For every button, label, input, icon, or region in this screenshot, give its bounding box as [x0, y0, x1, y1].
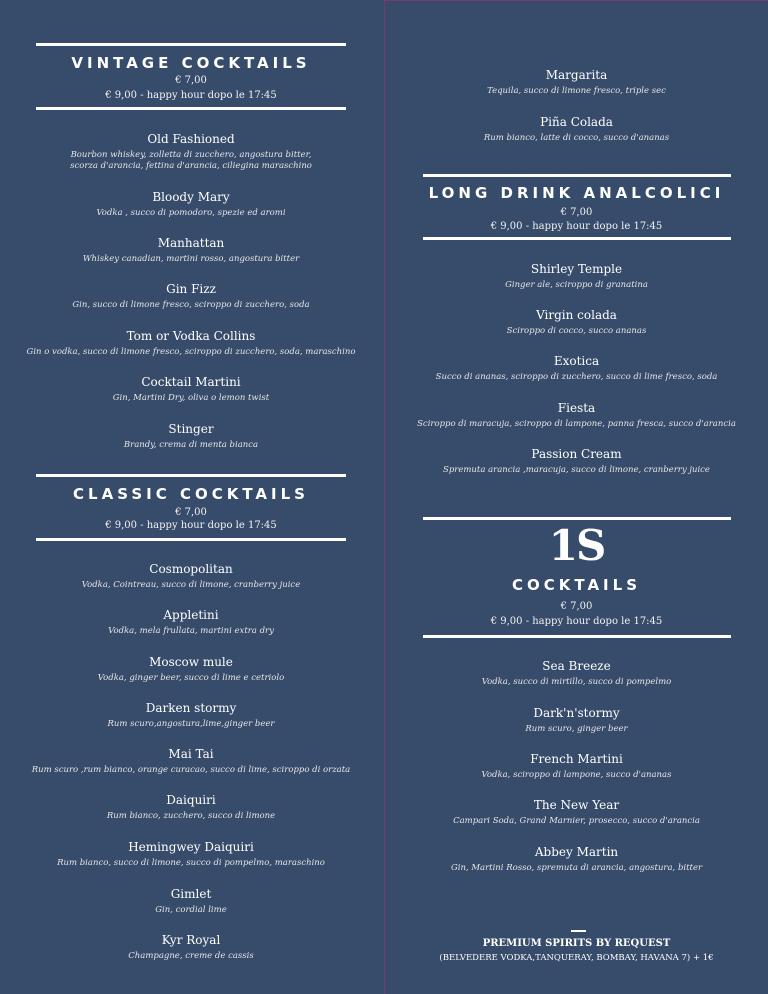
menu-item: [0, 421, 382, 451]
item-name: French Martini: [530, 752, 623, 766]
menu-item: [0, 131, 382, 172]
item-name: Bloody Mary: [152, 190, 230, 204]
classic-cocktails-heading: CLASSIC COCKTAILS: [73, 485, 309, 503]
house-price: € 7,00: [560, 601, 593, 612]
item-description: Vodka, succo di mirtillo, succo di pompelmo: [481, 677, 672, 687]
menu-item: [385, 797, 768, 827]
item-description: Spremuta arancia ,maracuja, succo di limone, cranberry juice: [443, 465, 710, 475]
item-description: Vodka, ginger beer, succo di lime e cetriolo: [97, 673, 285, 683]
menu-item: [385, 261, 768, 291]
item-name: Manhattan: [157, 236, 225, 250]
item-name: The New Year: [533, 798, 620, 812]
item-description: Gin, Martini Rosso, spremuta di arancia, angostura, bitter: [450, 863, 703, 873]
menu-item: [385, 400, 768, 430]
item-description: Rum bianco, zucchero, succo di limone: [106, 811, 276, 821]
item-description: Campari Soda, Grand Marnier, prosecco, succo d'arancia: [453, 816, 700, 826]
menu-item: [0, 932, 382, 962]
menu-item: [385, 67, 768, 97]
item-description: Vodka, Cointreau, succo di limone, cranberry juice: [81, 580, 301, 590]
menu-item: [385, 751, 768, 781]
menu-item: [385, 446, 768, 476]
item-name: Abbey Martin: [534, 845, 619, 859]
long-drink-heading: LONG DRINK ANALCOLICI: [428, 184, 725, 202]
item-description: Sciroppo di cocco, succo ananas: [506, 326, 647, 336]
item-description: Champagne, creme de cassis: [128, 951, 254, 961]
divider: [571, 930, 586, 932]
item-name: Gin Fizz: [166, 282, 216, 296]
item-name: Gimlet: [170, 887, 212, 901]
item-name: Moscow mule: [149, 655, 233, 669]
item-name: Mai Tai: [168, 747, 214, 761]
house-happy-hour-price: € 9,00 - happy hour dopo le 17:45: [490, 616, 663, 627]
item-name: Fiesta: [557, 401, 596, 415]
menu-item: [385, 114, 768, 144]
item-description: Rum scuro,angostura,lime,ginger beer: [107, 719, 275, 729]
item-description: Gin o vodka, succo di limone fresco, sciroppo di zucchero, soda, maraschino: [26, 347, 356, 357]
item-description: Rum bianco, succo di limone, succo di pompelmo, maraschino: [57, 858, 325, 868]
menu-item: [0, 281, 382, 311]
premium-spirits-title: PREMIUM SPIRITS BY REQUEST: [482, 938, 671, 949]
menu-item: [385, 658, 768, 688]
brand-logo: 1S: [548, 521, 605, 570]
item-description: Gin, succo di limone fresco, sciroppo di zucchero, soda: [72, 300, 310, 310]
item-name: Shirley Temple: [530, 262, 623, 276]
item-description: Gin, cordial lime: [155, 905, 227, 915]
item-name: Daiquiri: [166, 793, 216, 807]
menu-item: [385, 353, 768, 383]
item-name: Cocktail Martini: [141, 375, 241, 389]
menu-item: [0, 746, 382, 776]
menu-item: [0, 374, 382, 404]
item-description: Whiskey canadian, martini rosso, angostura bitter: [82, 254, 300, 264]
divider: [36, 107, 346, 110]
item-description: scorza d'arancia, fettina d'arancia, ciliegina maraschino: [70, 161, 312, 171]
menu-item: [0, 700, 382, 730]
vintage-price: € 7,00: [175, 75, 207, 86]
item-name: Kyr Royal: [161, 933, 221, 947]
item-name: Dark'n'stormy: [533, 706, 620, 720]
right-column: [384, 0, 768, 994]
menu-item: [0, 654, 382, 684]
menu-item: [0, 235, 382, 265]
menu-item: [0, 189, 382, 219]
item-name: Sea Breeze: [542, 659, 611, 673]
long-drink-happy-hour-price: € 9,00 - happy hour dopo le 17:45: [490, 221, 663, 232]
item-description: Rum scuro, ginger beer: [525, 724, 628, 734]
menu-item: [0, 328, 382, 358]
item-name: Margarita: [545, 68, 608, 82]
classic-price: € 7,00: [175, 507, 207, 518]
item-name: Cosmopolitan: [149, 562, 233, 576]
item-name: Tom or Vodka Collins: [126, 329, 256, 343]
item-description: Vodka , succo di pomodoro, spezie ed aromi: [96, 208, 286, 218]
premium-spirits-list: (BELVEDERE VODKA,TANQUERAY, BOMBAY, HAVANA 7) + 1€: [439, 953, 714, 963]
divider: [423, 635, 731, 638]
menu-item: [385, 705, 768, 735]
item-description: Rum bianco, latte di cocco, succo d'ananas: [483, 133, 670, 143]
item-description: Bourbon whiskey, zolletta di zucchero, angostura bitter,: [70, 150, 312, 160]
menu-item: [0, 839, 382, 869]
item-name: Passion Cream: [531, 447, 622, 461]
classic-happy-hour-price: € 9,00 - happy hour dopo le 17:45: [105, 520, 277, 531]
long-drink-price: € 7,00: [560, 207, 593, 218]
item-name: Stinger: [168, 422, 214, 436]
item-name: Piña Colada: [540, 115, 613, 129]
divider: [423, 517, 731, 520]
item-name: Appletini: [163, 608, 219, 622]
item-description: Gin, Martini Dry, oliva o lemon twist: [112, 393, 270, 403]
item-description: Sciroppo di maracuja, sciroppo di lampone, panna fresca, succo d'arancia: [417, 419, 736, 429]
item-name: Virgin colada: [536, 308, 617, 322]
menu-item: [0, 607, 382, 637]
item-description: Rum scuro ,rum bianco, orange curacao, succo di lime, sciroppo di orzata: [31, 765, 351, 775]
menu-item: [0, 792, 382, 822]
menu-item: [385, 307, 768, 337]
item-description: Tequila, succo di limone fresco, triple sec: [487, 86, 666, 96]
menu-item: [0, 561, 382, 591]
divider: [36, 43, 346, 46]
divider: [36, 474, 346, 477]
left-column: [0, 0, 382, 994]
menu-item: [385, 844, 768, 874]
item-description: Vodka, sciroppo di lampone, succo d'ananas: [481, 770, 672, 780]
divider: [423, 174, 731, 177]
item-description: Brandy, crema di menta bianca: [123, 440, 259, 450]
divider: [423, 237, 731, 240]
item-description: Ginger ale, sciroppo di granatina: [505, 280, 648, 290]
menu-item: [0, 886, 382, 916]
vintage-happy-hour-price: € 9,00 - happy hour dopo le 17:45: [105, 90, 277, 101]
house-cocktails-heading: COCKTAILS: [511, 576, 641, 594]
item-name: Hemingwey Daiquiri: [128, 840, 254, 854]
item-name: Exotica: [553, 354, 600, 368]
vintage-cocktails-heading: VINTAGE COCKTAILS: [71, 54, 311, 72]
divider: [36, 538, 346, 541]
item-description: Succo di ananas, sciroppo di zucchero, succo di lime fresco, soda: [435, 372, 718, 382]
item-description: Vodka, mela frullata, martini extra dry: [108, 626, 274, 636]
item-name: Darken stormy: [145, 701, 237, 715]
item-name: Old Fashioned: [147, 132, 235, 146]
